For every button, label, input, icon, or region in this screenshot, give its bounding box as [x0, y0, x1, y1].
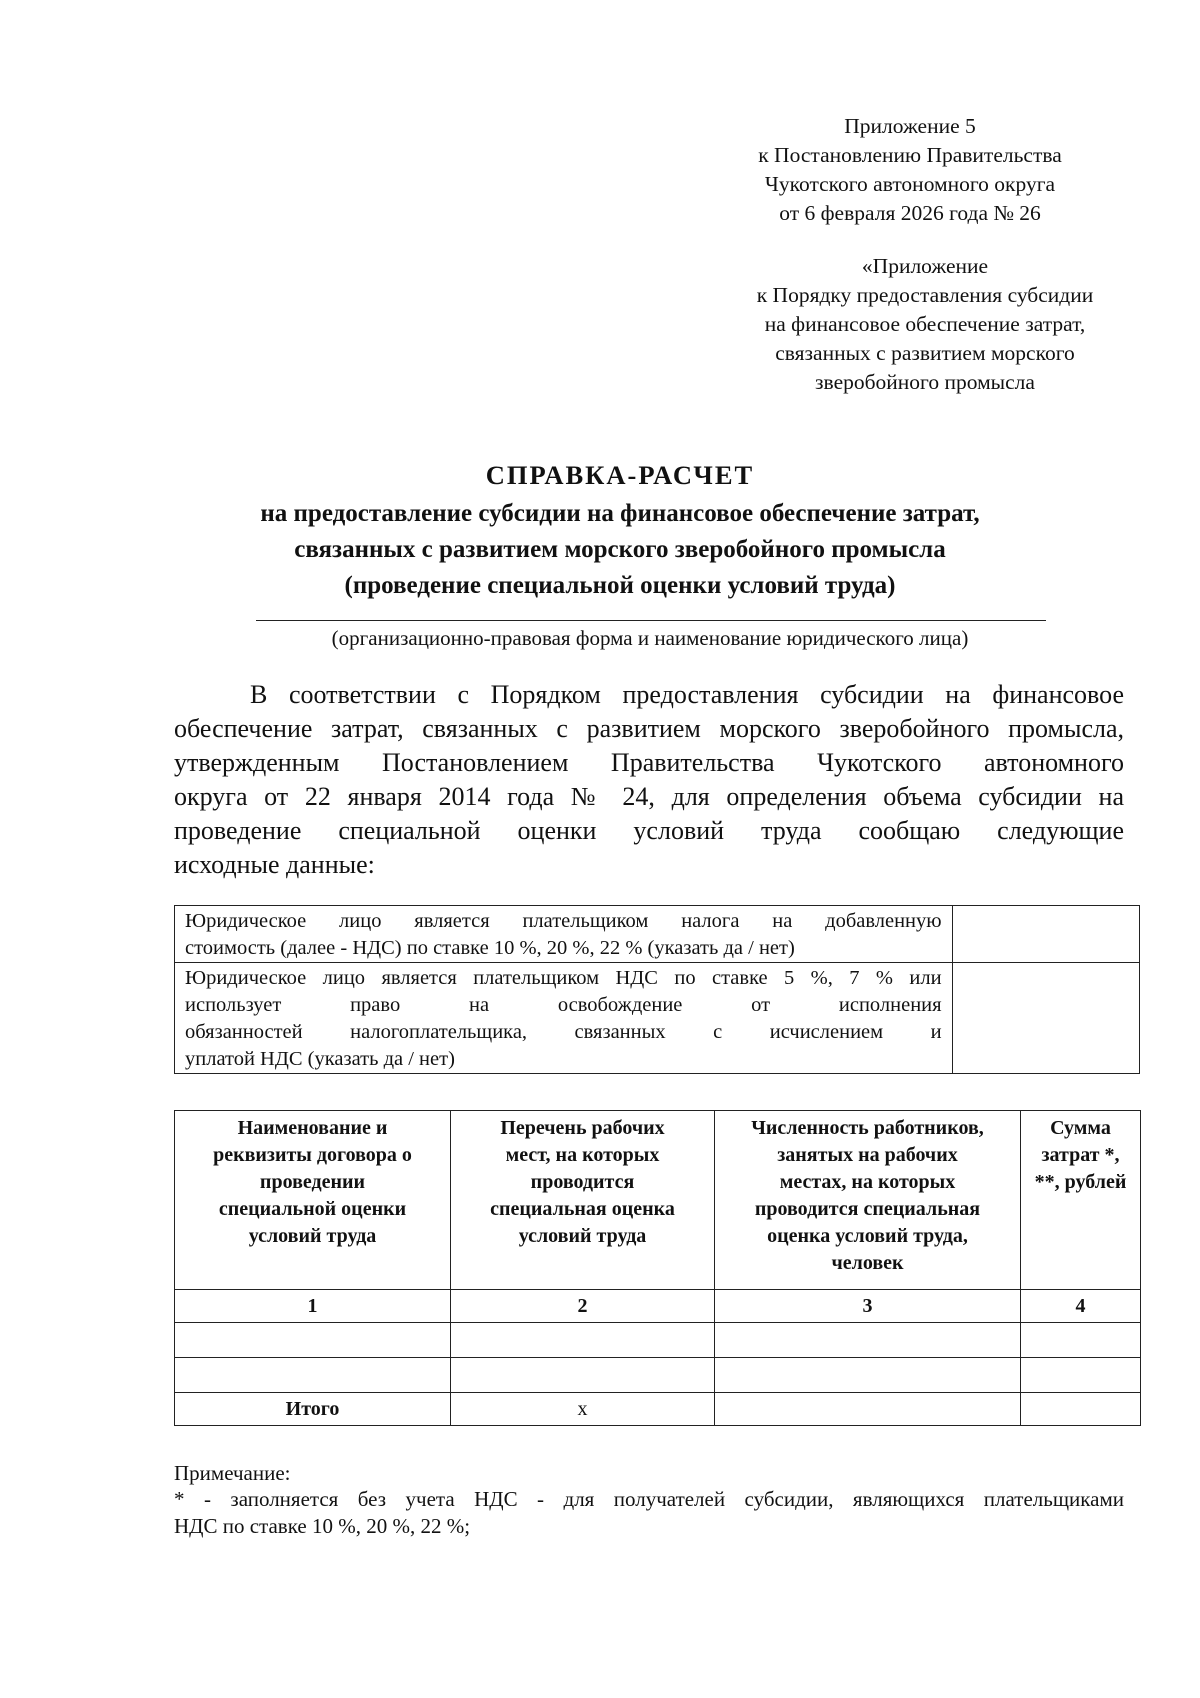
vat-answer-cell[interactable]: [952, 906, 1139, 963]
header-line: затрат *,: [1041, 1144, 1120, 1166]
header-line: реквизиты договора о: [213, 1144, 412, 1166]
header-line: оценка условий труда,: [767, 1225, 968, 1247]
header-line: Наименование и: [237, 1117, 388, 1139]
column-number-row: [175, 1290, 1141, 1323]
header-line: занятых на рабочих: [777, 1144, 958, 1166]
header-line: проведении: [259, 1171, 366, 1193]
header-line: человек: [831, 1252, 904, 1274]
annex-reference: [690, 112, 1130, 228]
vat-text-line: Юридическое лицо является плательщиком налога на добавленную: [185, 910, 942, 932]
data-cell[interactable]: [451, 1358, 715, 1393]
header-line: специальной оценки: [218, 1198, 407, 1220]
data-cell[interactable]: [715, 1358, 1021, 1393]
header-line: условий труда: [248, 1225, 377, 1247]
org-name-blank-line[interactable]: [256, 620, 1046, 621]
vat-row-standard: [175, 906, 1140, 963]
column-number: 4: [1021, 1290, 1141, 1323]
vat-status-table: [174, 905, 1140, 1074]
vat-text-line: использует право на освобождение от исполнения: [185, 994, 942, 1016]
header-line: **, рублей: [1034, 1171, 1127, 1193]
vat-answer-cell[interactable]: [952, 963, 1139, 1074]
header-line: Сумма: [1050, 1117, 1111, 1139]
header-line: условий труда: [518, 1225, 647, 1247]
org-name-caption: (организационно-правовая форма и наименование юридического лица): [331, 626, 969, 650]
note-line: НДС по ставке 10 %, 20 %, 22 %;: [174, 1514, 471, 1538]
header-amount: [1021, 1111, 1141, 1290]
column-number: 3: [715, 1290, 1021, 1323]
subtitle-line: на предоставление субсидии на финансовое обеспечение затрат,: [260, 500, 980, 527]
total-row: [175, 1393, 1141, 1426]
annex-line: от 6 февраля 2026 года № 26: [779, 201, 1041, 225]
table-header-row: [175, 1111, 1141, 1290]
calculation-table: [174, 1110, 1141, 1426]
data-cell[interactable]: [1021, 1358, 1141, 1393]
vat-text-line: стоимость (далее - НДС) по ставке 10 %, 20 %, 22 % (указать да / нет): [185, 937, 795, 959]
document-title: СПРАВКА-РАСЧЕТ: [485, 460, 755, 490]
data-cell[interactable]: [175, 1323, 451, 1358]
header-line: специальная оценка: [490, 1198, 675, 1220]
notes-body: [174, 1486, 1124, 1540]
paragraph-line: проведение специальной оценки условий труда сообщаю следующие: [174, 816, 1124, 845]
table-row: [175, 1323, 1141, 1358]
note-line: * - заполняется без учета НДС - для получателей субсидии, являющихся плательщиками: [174, 1487, 1124, 1511]
annex-line: Приложение 5: [844, 114, 976, 138]
annex2-line: к Порядку предоставления субсидии: [756, 283, 1094, 307]
vat-text-line: уплатой НДС (указать да / нет): [185, 1048, 455, 1070]
total-col2-mark: х: [451, 1393, 715, 1426]
header-line: Перечень рабочих: [500, 1117, 665, 1139]
notes-heading: Примечание:: [174, 1461, 291, 1485]
total-amount-cell[interactable]: [1021, 1393, 1141, 1426]
header-line: местах, на которых: [779, 1171, 956, 1193]
intro-paragraph: [174, 678, 1124, 882]
document-subtitle: [120, 496, 1120, 604]
paragraph-line: округа от 22 января 2014 года № 24, для определения объема субсидии на: [174, 782, 1124, 811]
column-number: 1: [175, 1290, 451, 1323]
subtitle-line: связанных с развитием морского зверобойного промысла: [294, 536, 946, 563]
annex2-line: на финансовое обеспечение затрат,: [764, 312, 1086, 336]
annex2-line: зверобойного промысла: [815, 370, 1035, 394]
annex-procedure-reference: [700, 252, 1150, 397]
annex-line: Чукотского автономного округа: [764, 172, 1056, 196]
data-cell[interactable]: [715, 1323, 1021, 1358]
table-row: [175, 1358, 1141, 1393]
vat-text-line: обязанностей налогоплательщика, связанных с исчислением и: [185, 1021, 942, 1043]
total-label: Итого: [175, 1393, 451, 1426]
annex2-line: «Приложение: [861, 254, 989, 278]
vat-row-label: [175, 963, 953, 1074]
annex2-line: связанных с развитием морского: [775, 341, 1075, 365]
column-number: 2: [451, 1290, 715, 1323]
subtitle-line: (проведение специальной оценки условий труда): [344, 572, 896, 599]
paragraph-line: утвержденным Постановлением Правительства Чукотского автономного: [174, 748, 1124, 777]
header-line: мест, на которых: [505, 1144, 660, 1166]
header-workplaces: [451, 1111, 715, 1290]
annex-line: к Постановлению Правительства: [758, 143, 1062, 167]
vat-text-line: Юридическое лицо является плательщиком НДС по ставке 5 %, 7 % или: [185, 967, 942, 989]
header-line: Численность работников,: [751, 1117, 984, 1139]
header-line: проводится: [530, 1171, 635, 1193]
paragraph-line: исходные данные:: [174, 850, 375, 879]
vat-row-reduced: [175, 963, 1140, 1074]
header-line: проводится специальная: [754, 1198, 981, 1220]
header-contract: [175, 1111, 451, 1290]
data-cell[interactable]: [1021, 1323, 1141, 1358]
paragraph-line: обеспечение затрат, связанных с развитием морского зверобойного промысла,: [174, 714, 1124, 743]
data-cell[interactable]: [451, 1323, 715, 1358]
total-employees-cell[interactable]: [715, 1393, 1021, 1426]
data-cell[interactable]: [175, 1358, 451, 1393]
paragraph-line: В соответствии с Порядком предоставления субсидии на финансовое: [250, 680, 1124, 709]
header-employees: [715, 1111, 1021, 1290]
vat-row-label: [175, 906, 953, 963]
